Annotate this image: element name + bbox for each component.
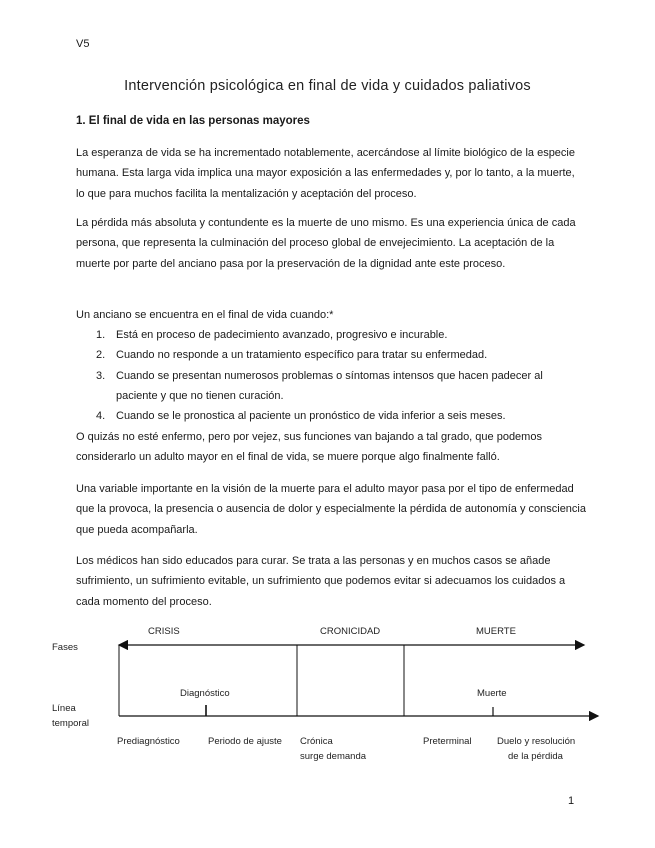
paragraph: Un anciano se encuentra en el final de vida cuando:* bbox=[76, 309, 334, 321]
list-item bbox=[94, 345, 584, 365]
paragraph: La esperanza de vida se ha incrementado notablemente, acercándose al límite biológico de la especie humana. Esta larga vida implica una mayor exposición a las enfermedades y, por lo tanto, a la muerte, lo que para muchos facilita la mentalización y aceptación del proceso. bbox=[76, 147, 575, 200]
numbered-list bbox=[94, 325, 584, 426]
periodo-ajuste-label: Periodo de ajuste bbox=[208, 736, 282, 747]
list-item bbox=[94, 406, 584, 426]
fases-label: Fases bbox=[52, 642, 78, 653]
cronica-label: Crónica bbox=[300, 736, 333, 747]
list-number: 1. bbox=[96, 329, 106, 341]
phase-muerte-label: MUERTE bbox=[476, 626, 516, 637]
diagnostico-label: Diagnóstico bbox=[180, 688, 230, 699]
list-item-text: Cuando no responde a un tratamiento específico para tratar su enfermedad. bbox=[116, 349, 488, 362]
de-la-perdida-label: de la pérdida bbox=[508, 751, 563, 762]
prediagnostico-label: Prediagnóstico bbox=[117, 736, 180, 747]
paragraph: Una variable importante en la visión de la muerte para el adulto mayor pasa por el tipo de enfermedad que la provoca, la presencia o ausencia de dolor y especialmente la pérdida de autonomía y consciencia que pueda acompañarla. bbox=[76, 483, 586, 536]
list-number: 3. bbox=[96, 369, 106, 382]
section-heading: 1. El final de vida en las personas mayores bbox=[76, 115, 310, 127]
list-item bbox=[94, 366, 584, 407]
paragraph: O quizás no esté enfermo, pero por vejez, sus funciones van bajando a tal grado, que podemos considerarlo un adulto mayor en el final de vida, se muere porque algo finalmente falló. bbox=[76, 431, 542, 464]
list-number: 4. bbox=[96, 410, 106, 423]
version-label: V5 bbox=[76, 38, 90, 50]
phase-crisis-label: CRISIS bbox=[148, 626, 180, 637]
list-item bbox=[94, 325, 584, 345]
linea-label: Línea bbox=[52, 703, 76, 714]
muerte-marker-label: Muerte bbox=[477, 688, 507, 699]
list-item-text: Cuando se presentan numerosos problemas o síntomas intensos que hacen padecer al paciente y que no tienen curación. bbox=[116, 369, 543, 402]
phase-cronicidad-label: CRONICIDAD bbox=[320, 626, 381, 637]
paragraph: Los médicos han sido educados para curar. Se trata a las personas y en muchos casos se añade sufrimiento, un sufrimiento evitable, un sufrimiento que podemos evitar si adecuamos los cuidados a cada momento del proceso. bbox=[76, 555, 566, 608]
document-title: Intervención psicológica en final de vida y cuidados paliativos bbox=[124, 78, 531, 94]
page-number: 1 bbox=[568, 795, 575, 807]
list-item-text: Está en proceso de padecimiento avanzado, progresivo e incurable. bbox=[116, 329, 448, 341]
end-of-life-phases-diagram bbox=[0, 615, 655, 780]
list-item-text: Cuando se le pronostica al paciente un pronóstico de vida inferior a seis meses. bbox=[116, 410, 506, 423]
paragraph: La pérdida más absoluta y contundente es la muerte de uno mismo. Es una experiencia única de cada persona, que representa la culminación del proceso global de envejecimiento. La aceptación de la muerte por parte del anciano pasa por la preservación de la dignidad ante este proceso. bbox=[76, 217, 576, 270]
list-number: 2. bbox=[96, 349, 106, 362]
preterminal-label: Preterminal bbox=[423, 736, 472, 747]
duelo-label: Duelo y resolución bbox=[497, 736, 576, 747]
temporal-label: temporal bbox=[52, 718, 89, 729]
surge-demanda-label: surge demanda bbox=[300, 751, 367, 762]
